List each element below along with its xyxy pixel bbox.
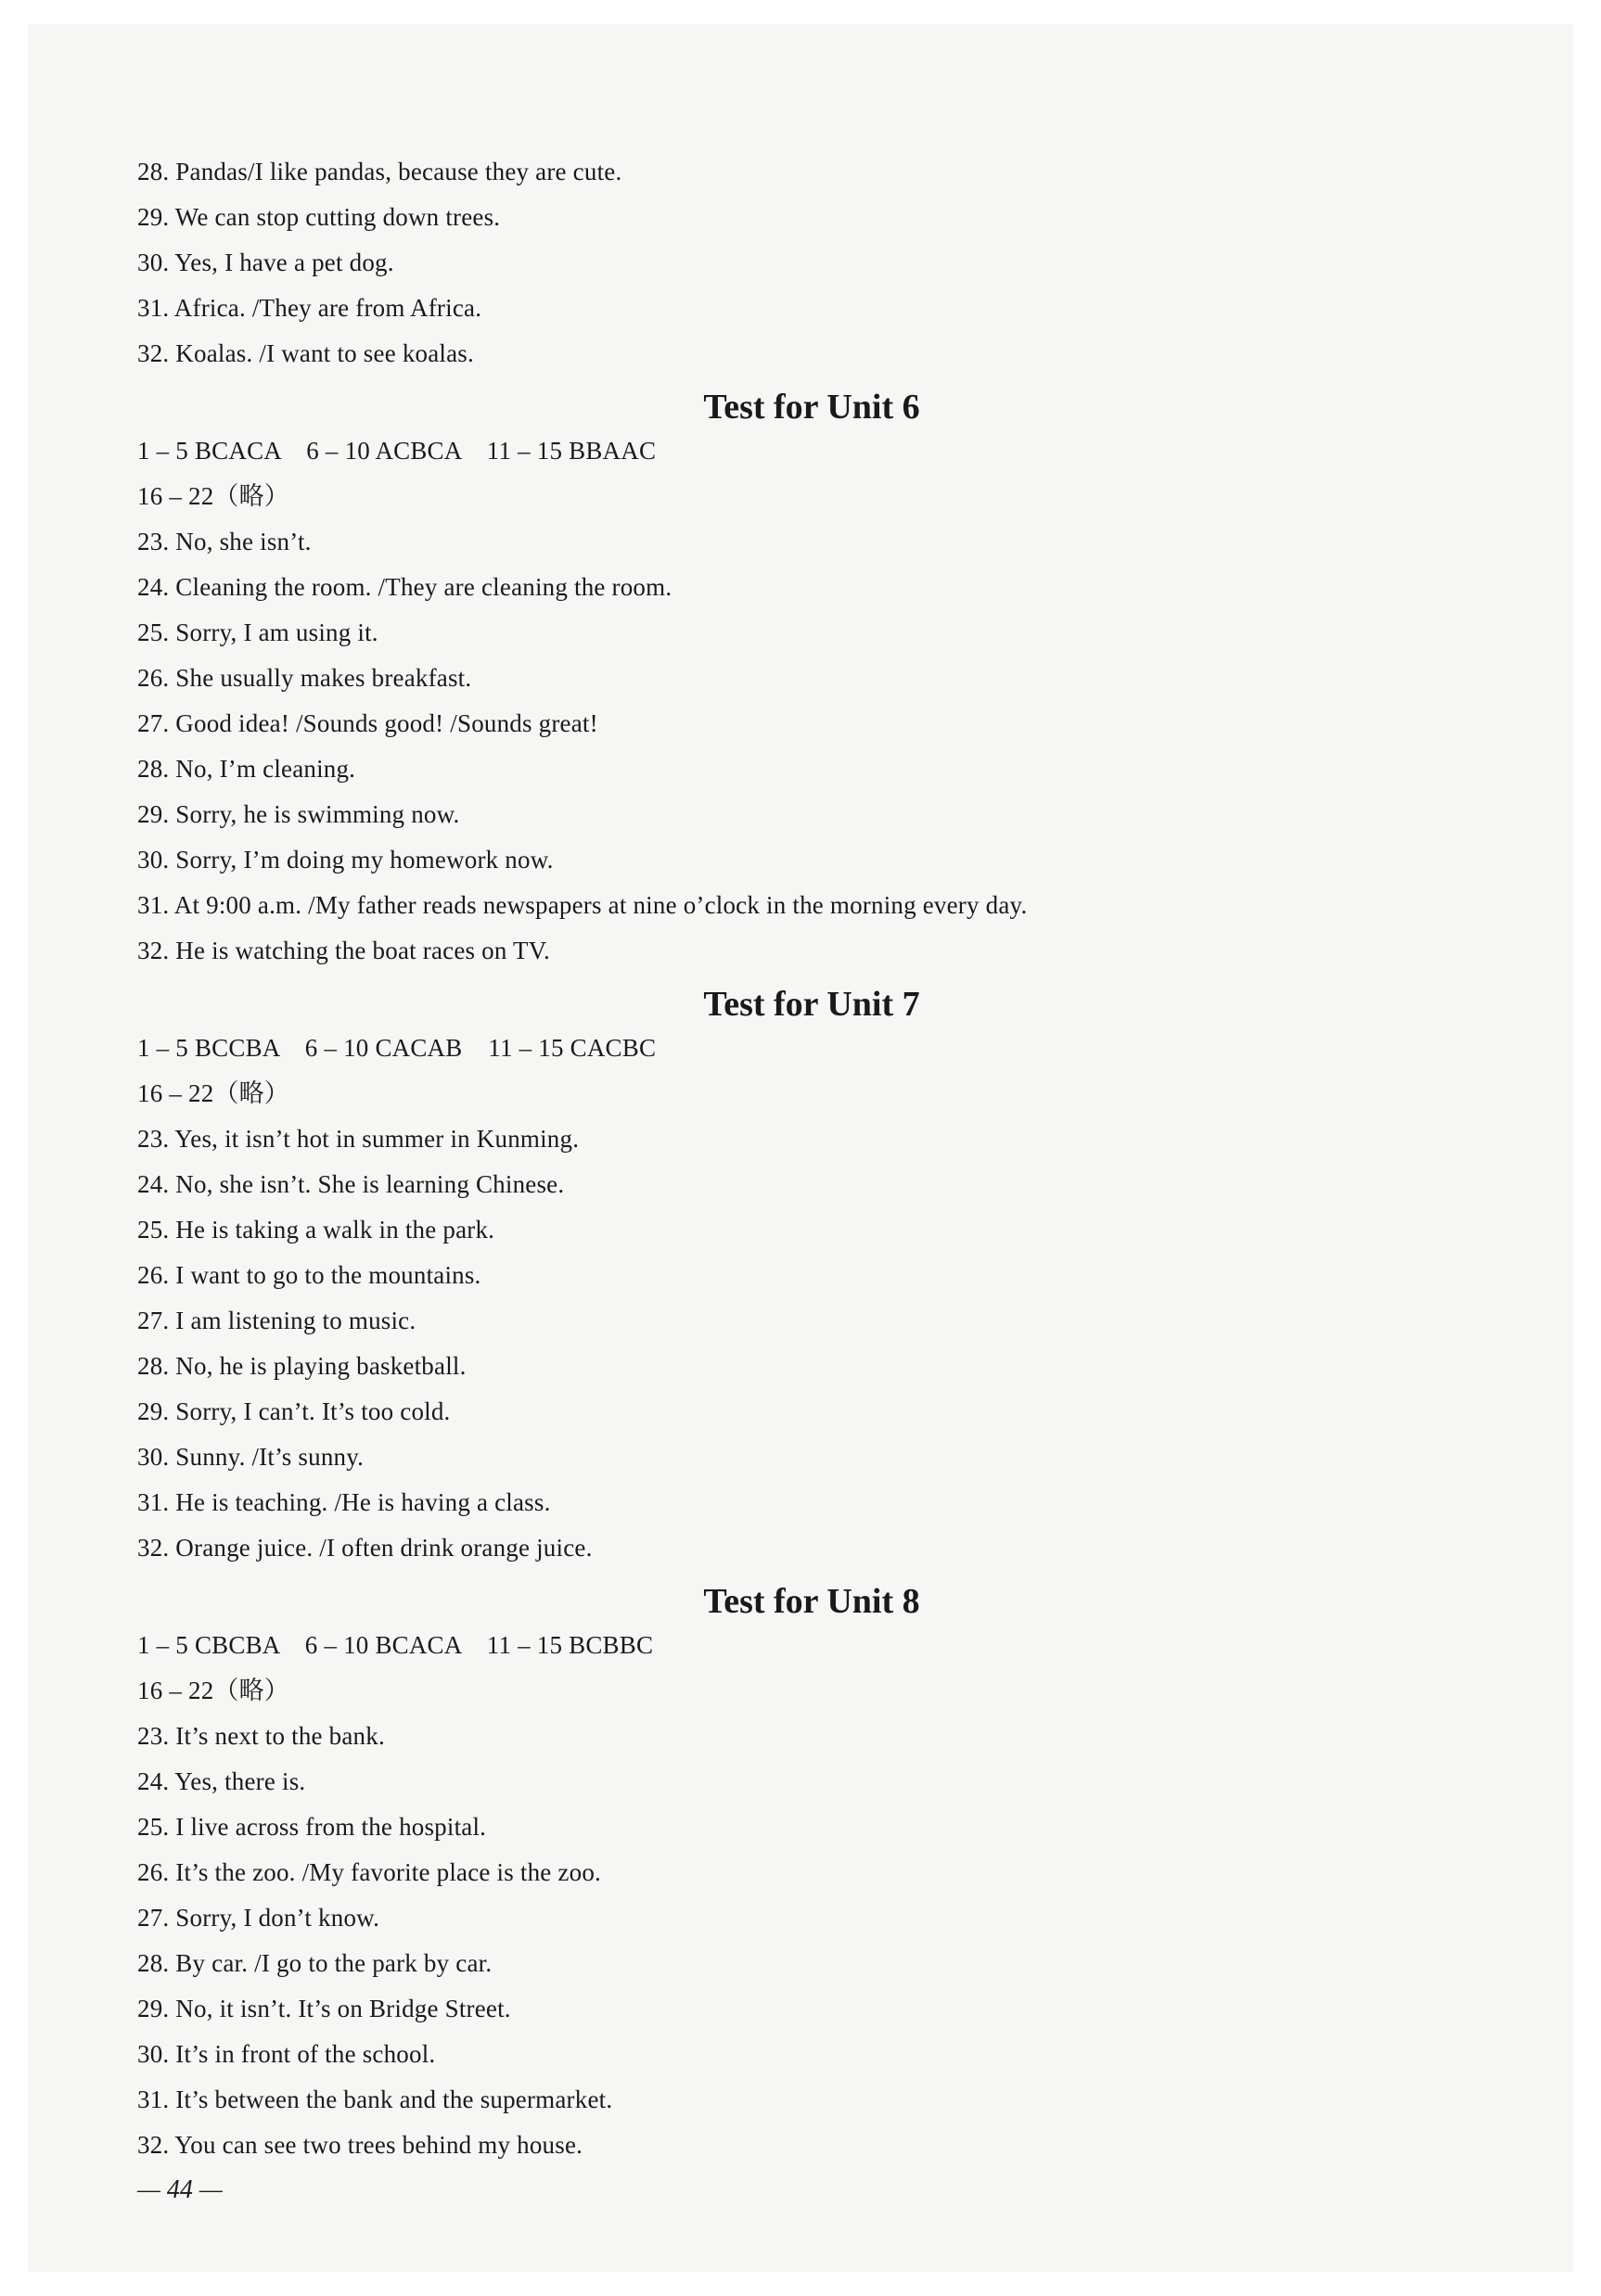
unit-heading: Test for Unit 7 — [703, 985, 920, 1024]
page-number: — 44 — — [137, 2175, 223, 2204]
answer-line: 23. It’s next to the bank. — [137, 1722, 385, 1750]
answer-line: 23. Yes, it isn’t hot in summer in Kunming. — [137, 1125, 580, 1153]
answer-line: 26. It’s the zoo. /My favorite place is the zoo. — [137, 1858, 601, 1886]
answer-line: 27. I am listening to music. — [137, 1307, 416, 1334]
unit-7-section — [137, 976, 1547, 1574]
unit-8-section — [137, 1574, 1547, 2171]
answer-line: 31. He is teaching. /He is having a class. — [137, 1488, 551, 1516]
answer-line: 29. Sorry, I can’t. It’s too cold. — [137, 1397, 451, 1425]
answer-line: 16 – 22（略） — [137, 482, 289, 510]
unit-heading: Test for Unit 8 — [703, 1582, 920, 1621]
answer-key-page — [28, 24, 1573, 2272]
answer-line: 16 – 22（略） — [137, 1079, 289, 1107]
answer-line: 26. I want to go to the mountains. — [137, 1261, 481, 1289]
answer-line: 28. No, I’m cleaning. — [137, 755, 356, 783]
answer-line: 24. Cleaning the room. /They are cleaning the room. — [137, 573, 672, 601]
answer-line: 25. Sorry, I am using it. — [137, 619, 378, 646]
answer-line: 28. By car. /I go to the park by car. — [137, 1949, 493, 1977]
answer-line: 1 – 5 BCACA 6 – 10 ACBCA 11 – 15 BBAAC — [137, 437, 657, 465]
answer-line: 31. Africa. /They are from Africa. — [137, 294, 482, 322]
answer-line: 30. It’s in front of the school. — [137, 2040, 436, 2068]
answer-line: 24. No, she isn’t. She is learning Chinese. — [137, 1170, 565, 1198]
answer-line: 32. You can see two trees behind my house. — [137, 2131, 583, 2159]
answer-line: 32. Orange juice. /I often drink orange juice. — [137, 1534, 593, 1562]
answer-line: 29. No, it isn’t. It’s on Bridge Street. — [137, 1995, 511, 2022]
answer-line: 32. Koalas. /I want to see koalas. — [137, 339, 474, 367]
answer-line: 1 – 5 BCCBA 6 – 10 CACAB 11 – 15 CACBC — [137, 1034, 657, 1062]
answer-line: 32. He is watching the boat races on TV. — [137, 937, 550, 964]
answer-line: 31. It’s between the bank and the supermarket. — [137, 2086, 613, 2113]
answer-line: 26. She usually makes breakfast. — [137, 664, 472, 692]
answer-line: 31. At 9:00 a.m. /My father reads newspapers at nine o’clock in the morning every day. — [137, 891, 1028, 919]
page-content — [137, 152, 1547, 2171]
answer-line: 16 – 22（略） — [137, 1677, 289, 1704]
answer-line: 27. Good idea! /Sounds good! /Sounds great! — [137, 709, 598, 737]
unit-heading: Test for Unit 6 — [703, 388, 920, 427]
answer-line: 24. Yes, there is. — [137, 1767, 306, 1795]
answer-line: 27. Sorry, I don’t know. — [137, 1904, 380, 1932]
answer-line: 30. Sorry, I’m doing my homework now. — [137, 846, 554, 874]
answer-line: 1 – 5 CBCBA 6 – 10 BCACA 11 – 15 BCBBC — [137, 1631, 654, 1659]
answer-line: 23. No, she isn’t. — [137, 528, 312, 555]
unit-6-section — [137, 379, 1547, 976]
answer-line: 28. No, he is playing basketball. — [137, 1352, 467, 1380]
answer-line: 25. He is taking a walk in the park. — [137, 1216, 495, 1244]
answer-line: 25. I live across from the hospital. — [137, 1813, 487, 1841]
answer-line: 29. We can stop cutting down trees. — [137, 203, 501, 231]
answer-line: 29. Sorry, he is swimming now. — [137, 800, 460, 828]
intro-answers — [137, 152, 1547, 379]
answer-line: 30. Yes, I have a pet dog. — [137, 249, 394, 276]
answer-line: 28. Pandas/I like pandas, because they are cute. — [137, 158, 622, 185]
answer-line: 30. Sunny. /It’s sunny. — [137, 1443, 365, 1471]
